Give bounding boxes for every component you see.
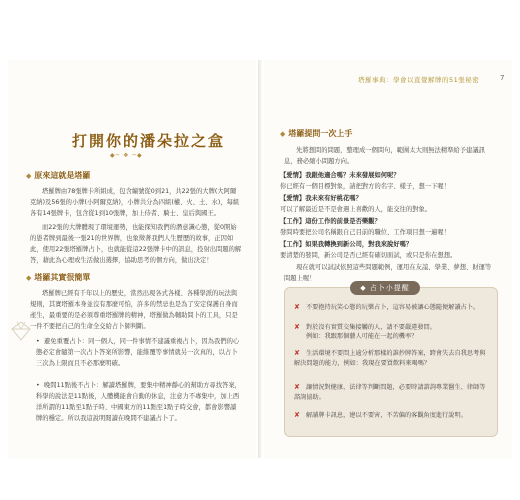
tip-item: ✘ 對於沒有實質交集接觸的人，請不要嚴違發問。 bbox=[294, 323, 436, 331]
paragraph: 而22張的大牌體現了環境運勢，也能探知我們的潛意識心態，從0開始的愚者牌到最後一張21的世界牌，也象徵著我們人生歷歷的故事，正因如此，使用22張塔羅牌占卜，也就能從這22張牌卡中的訊息，投射出問題的解答，藉此為心理或生活做出選擇，協助思考的個方向，做出決定！ bbox=[30, 224, 242, 264]
paragraph: 現在就可以試試依照這些問題範例，運用在友誼、學業、夢想、財運等問題上喔！ bbox=[284, 264, 492, 282]
cross-icon: ✘ bbox=[294, 383, 300, 391]
section-heading-intro: ◆ 原來這就是塔羅 bbox=[26, 171, 91, 180]
section-heading-questions: ◆ 塔羅提問一次上手 bbox=[280, 129, 353, 138]
list-item: • 晚間11點後不占卜：解讀塔羅牌，要集中精神靜心的幫助方尋找答案，科學的說法是11點後，人體機能會自動的休息，注意力不專集中，加上西洋所謂的11點至1點子時、中國東方的11點至1點子時交會，都會影響讀牌的穩定。所以我這說明閱讀在晚間不建議占卜了。 bbox=[36, 382, 241, 422]
diamond-icon bbox=[10, 320, 32, 342]
cross-icon: ✘ bbox=[294, 303, 300, 311]
chapter-title: 打開你的潘朵拉之盒 bbox=[72, 132, 226, 150]
qa-item bbox=[280, 216, 492, 238]
cross-icon: ✘ bbox=[294, 323, 300, 331]
book-spine bbox=[258, 60, 262, 458]
gem-icon: ◆ bbox=[26, 172, 32, 180]
tip-example: 例如：我跟那個藝人可能在一起的機率？ bbox=[306, 333, 418, 340]
cross-icon: ✘ bbox=[294, 349, 300, 357]
gem-icon: ◆ bbox=[280, 130, 286, 138]
question: 【工作】這份工作的前景是否樂觀？ bbox=[280, 218, 381, 225]
paragraph: 先將想問的問題，整理成一個問句，範圍太大則無法精準給予建議訊息，務必縮小問題方向。 bbox=[284, 147, 485, 165]
qa-item bbox=[280, 193, 492, 215]
list-item: • 避免重覆占卜：同一個人，同一件事情不建議重複占卜，因為我們的心態必定會隨第一次占卜答案所影響，能維覆等事情就另一次真的，以占卜三次為上限而且不必那麼明確。 bbox=[36, 338, 240, 367]
question: 【愛情】我未來有好桃花嗎？ bbox=[280, 195, 362, 202]
tips-title: ◆ 占卜小提醒 bbox=[350, 281, 420, 295]
qa-item bbox=[280, 170, 492, 192]
question: 【工作】如果我轉換到新公司，對我來說好嗎？ bbox=[280, 241, 413, 248]
tip-item: ✘ 解讀牌卡訊息，建以不要害，不苦偏的客觀角度進行說明。 bbox=[294, 411, 467, 419]
bullet-icon: • bbox=[36, 338, 40, 345]
section-heading-simple: ◆ 塔羅其實很簡單 bbox=[26, 273, 91, 282]
tip-item: ✘ 生活環境不要問上逾分析那樣的誰抄牌答案，跨會失去自我思考與解決問題的能力，例如：我現在要買飲料來喝嗎？ bbox=[294, 349, 486, 367]
running-header: 塔羅事典：學會以直覺解牌的51張秘密 bbox=[358, 76, 480, 84]
gem-icon: ◆ bbox=[26, 274, 32, 282]
page-number: 7 bbox=[500, 74, 505, 82]
section-body-intro bbox=[30, 186, 242, 269]
intro-text bbox=[284, 145, 494, 170]
paragraph: 塔羅牌由78張牌卡所組成，包含編號從0到21，共22張的大牌(大阿爾克納)及56張的小牌(小阿爾克納)，小牌共分為四組(權、火、土、水)，每組各有14張牌卡，包含從1到10張牌，加上侍者、騎士、皇后與國王。 bbox=[30, 188, 240, 217]
tip-item: ✘ 不要抱持玩笑心態的玩樂占卜，這容易被讓心態隨便解讀占卜。 bbox=[294, 303, 480, 311]
paragraph: 塔羅牌已經有千年以上的歷史，當然出現各式各樣、各種學派的玩法與規則，其實塔羅本身並沒有那麼可怕，許多的禁忌也是為了安定保護自身而產生，最重要的是必須尊重塔羅牌的精神，塔羅做為輔助問卜的工具，只是一件不要把自己的生命全交給占卜師判斷。 bbox=[30, 290, 238, 330]
section-body-simple bbox=[30, 288, 242, 335]
answer: 發問時要把公司名稱跟自己目前的職位、工作項目想一遍喔！ bbox=[280, 229, 451, 236]
ornament-divider: ◆─ ❖ ─◆ bbox=[110, 152, 143, 159]
question: 【愛情】我跟他適合嗎？未來發展如何呢？ bbox=[280, 172, 400, 179]
tip-item: ✘ 讓情況對健康、法律等判斷問題，必要時請諮詢專業醫生、律師等諮詢協助。 bbox=[294, 383, 486, 401]
qa-item bbox=[280, 239, 492, 261]
cross-icon: ✘ bbox=[294, 411, 300, 419]
answer: 要清楚的發問，新公司是否已經有確切面試，或只是你在想想。 bbox=[280, 252, 457, 259]
answer: 可以了解最近是不是會遇上喜歡的人，能交往的對象。 bbox=[280, 206, 432, 213]
answer: 你已經有一個目標對象，請把對方的名字、樣子，想一下喔！ bbox=[280, 183, 451, 190]
bullet-icon: • bbox=[36, 382, 40, 389]
